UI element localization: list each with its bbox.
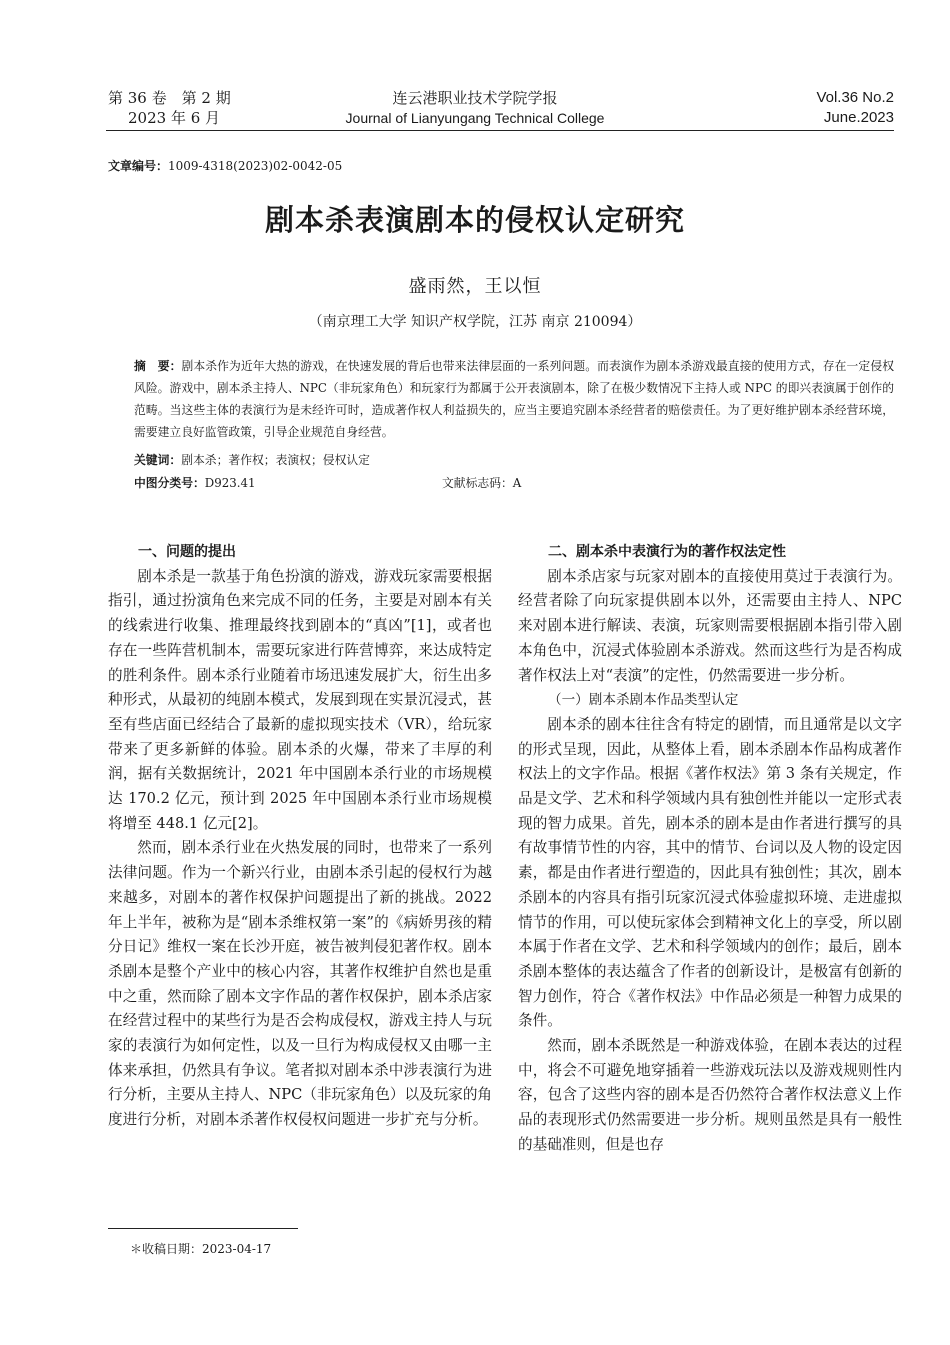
abstract [134, 355, 894, 443]
article-number [108, 157, 342, 174]
section-heading-2: 二、剧本杀中表演行为的著作权法定性 [548, 544, 786, 560]
issue-date-en: June.2023 [823, 109, 894, 126]
header-rule [106, 130, 894, 131]
classification-label: 中图分类号： [134, 476, 205, 490]
body-paragraph: 剧本杀的剧本往往含有特定的剧情，而且通常是以文字的形式呈现，因此，从整体上看，剧本杀剧本作品构成著作权法上的文字作品。根据《著作权法》第 3 条有关规定，作品是文学、艺术和科学领域内具有独创性并能以一定形式表现的智力成果。首先，剧本杀的剧本是由作者进行撰写的具有故事情节性的内容，其中的情节、台词以及人物的设定因素，都是由作者进行塑造的，因此具有独创性；其次，剧本杀剧本的内容具有指引玩家沉浸式体验虚拟环境、走进虚拟情节的作用，可以使玩家体会到精神文化上的享受，所以剧本属于作者在文学、艺术和科学领域内的创作；最后，剧本杀剧本整体的表达蕴含了作者的创新设计，是极富有创新的智力创作，符合《著作权法》中作品必须是一种智力成果的条件。 [518, 715, 902, 1030]
document-code [442, 473, 521, 493]
abstract-label: 摘 要： [134, 359, 182, 373]
header-volume-en-block [694, 88, 894, 128]
footnote-received-date: ＊收稿日期：2023-04-17 [130, 1242, 272, 1256]
classification-value: D923.41 [204, 476, 256, 490]
document-code-label: 文献标志码： [442, 476, 513, 490]
document-code-value: A [512, 476, 522, 490]
issue-date-cn: 2023 年 6 月 [128, 109, 221, 127]
body-paragraph: 剧本杀是一款基于角色扮演的游戏，游戏玩家需要根据指引，通过扮演角色来完成不同的任务，主要是对剧本有关的线索进行收集、推理最终找到剧本的“真凶”[1]，或者也存在一些阵营机制本，需要玩家进行阵营博弈，来达成特定的胜利条件。剧本杀行业随着市场迅速发展扩大，衍生出多种形式，从最初的纯剧本模式，发展到现在实景沉浸式，甚至有些店面已经结合了最新的虚拟现实技术（VR），给玩家带来了更多新鲜的体验。剧本杀的火爆，带来了丰厚的利润，据有关数据统计，2021 年中国剧本杀行业的市场规模达 170.2 亿元，预计到 2025 年中国剧本杀行业市场规模将增至 448.1 亿元[2]。 [108, 567, 492, 832]
journal-title-cn: 连云港职业技术学院学报 [392, 89, 558, 107]
article-number-label: 文章编号： [108, 159, 169, 173]
subsection-heading: （一）剧本杀剧本作品类型认定 [548, 692, 739, 709]
header-journal-block [300, 88, 650, 128]
body-paragraph: 然而，剧本杀行业在火热发展的同时，也带来了一系列法律问题。作为一个新兴行业，由剧本杀引起的侵权行为越来越多，对剧本的著作权保护问题提出了新的挑战。2022 年上半年，被称为是“剧本杀维权第一案”的《病娇男孩的精分日记》维权一案在长沙开庭，被告被判侵犯著作权。剧本杀剧本是整个产业中的核心内容，其著作权维护自然也是重中之重，然而除了剧本文字作品的著作权保护，剧本杀店家在经营过程中的某些行为是否会构成侵权，游戏主持人与玩家的表演行为如何定性，以及一旦行为构成侵权又由哪一主体来承担，仍然具有争议。笔者拟对剧本杀中涉表演行为进行分析，主要从主持人、NPC（非玩家角色）以及玩家的角度进行分析，对剧本杀著作权侵权问题进一步扩充与分析。 [108, 839, 493, 1129]
left-column [108, 540, 492, 1133]
footnote-rule [108, 1228, 298, 1229]
section-heading-1: 一、问题的提出 [138, 544, 236, 560]
paper-affiliation: （南京理工大学 知识产权学院，江苏 南京 210094） [308, 314, 642, 330]
header-volume-block [108, 88, 308, 128]
right-column [518, 540, 902, 1158]
classification-number [134, 473, 256, 493]
article-number-value: 1009-4318(2023)02-0042-05 [168, 159, 343, 173]
abstract-text: 剧本杀作为近年大热的游戏，在快速发展的背后也带来法律层面的一系列问题。而表演作为剧本杀游戏最直接的使用方式，存在一定侵权风险。游戏中，剧本杀主持人、NPC（非玩家角色）和玩家行为都属于公开表演剧本，除了在极少数情况下主持人或 NPC 的即兴表演属于创作的范畴。当这些主体的表演行为是未经许可时，造成著作权人利益损失的，应当主要追究剧本杀经营者的赔偿责任。为了更好维护剧本杀经营环境，需要建立良好监管政策，引导企业规范自身经营。 [134, 359, 894, 439]
volume-issue: 第 36 卷 第 2 期 [108, 89, 231, 107]
keywords-value: 剧本杀；著作权；表演权；侵权认定 [181, 453, 370, 467]
body-paragraph: 然而，剧本杀既然是一种游戏体验，在剧本表达的过程中，将会不可避免地穿插着一些游戏玩法以及游戏规则性内容，包含了这些内容的剧本是否仍然符合著作权法意义上作品的表现形式仍然需要进一步分析。规则虽然是具有一般性的基础准则，但是也存 [518, 1037, 902, 1153]
body-paragraph: 剧本杀店家与玩家对剧本的直接使用莫过于表演行为。经营者除了向玩家提供剧本以外，还需要由主持人、NPC 来对剧本进行解读、表演，玩家则需要根据剧本指引带入剧本角色中，沉浸式体验剧本杀游戏。然而这些行为是否构成著作权法上对“表演”的定性，仍然需要进一步分析。 [518, 567, 902, 684]
keywords [134, 450, 370, 470]
keywords-label: 关键词： [134, 453, 182, 467]
paper-authors: 盛雨然，王以恒 [408, 276, 542, 297]
volume-issue-en: Vol.36 No.2 [816, 89, 894, 106]
paper-title: 剧本杀表演剧本的侵权认定研究 [264, 203, 685, 237]
journal-title-en: Journal of Lianyungang Technical College [345, 110, 605, 126]
